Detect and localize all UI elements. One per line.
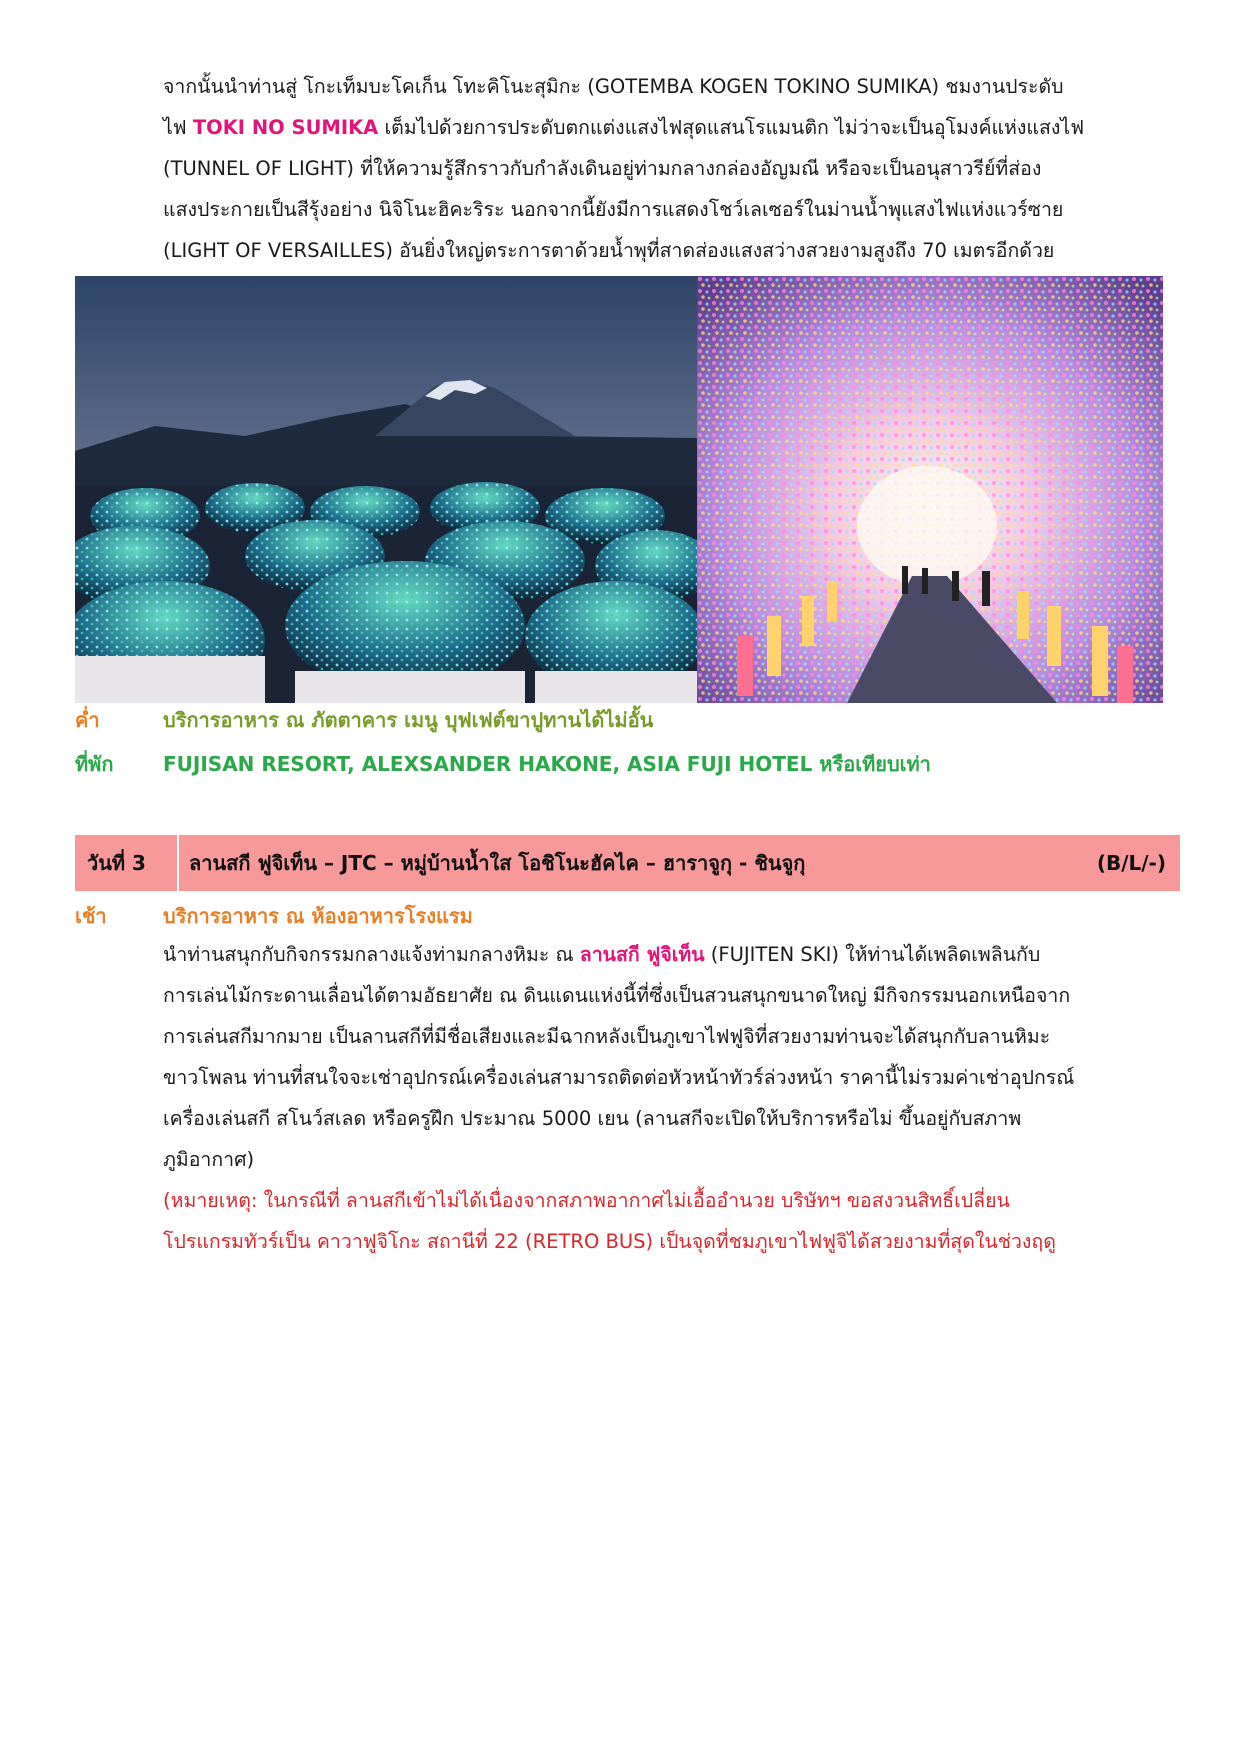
ski-line-5: เครื่องเล่นสกี สโนว์สเลด หรือครูฝึก ประมาณ 5000 เยน (ลานสกีจะเปิดให้บริการหรือไม่ ขึ้นอยู่กับสภาพ (163, 1107, 1022, 1130)
hotel-label: ที่พัก (75, 752, 114, 776)
breakfast-text: บริการอาหาร ณ ห้องอาหารโรงแรม (163, 904, 473, 928)
ski-line-3: การเล่นสกีมากมาย เป็นลานสกีที่มีชื่อเสียงและมีฉากหลังเป็นภูเขาไฟฟูจิที่สวยงามท่านจะได้สนุกกับลานหิมะ (163, 1025, 1051, 1048)
fujiten-ski-highlight: ลานสกี ฟูจิเท็น (579, 943, 705, 966)
ski-line-1 (163, 934, 1168, 975)
intro-line-2-prefix: ไฟ (163, 116, 193, 139)
hotel-names: FUJISAN RESORT, ALEXSANDER HAKONE, ASIA FUJI HOTEL (163, 752, 813, 776)
dinner-label: ค่ำ (75, 708, 100, 732)
intro-line-2-suffix: เต็มไปด้วยการประดับตกแต่งแสงไฟสุดแสนโรแมนติก ไม่ว่าจะเป็นอุโมงค์แห่งแสงไฟ (378, 116, 1085, 139)
tunnel-of-light-photo (697, 276, 1163, 703)
fujiten-ski-paragraph (163, 934, 1168, 1180)
intro-line-5: (LIGHT OF VERSAILLES) อันยิ่งใหญ่ตระการตาด้วยน้ำพุที่สาดส่องแสงสว่างสวยงามสูงถึง 70 เมตรอีกด้วย (163, 239, 1055, 262)
intro-line-1: จากนั้นนำท่านสู่ โกะเท็มบะโคเก็น โทะคิโนะสุมิกะ (GOTEMBA KOGEN TOKINO SUMIKA) ชมงานประดับ (163, 75, 1064, 98)
breakfast-label: เช้า (75, 904, 107, 928)
toki-no-sumika-highlight: TOKI NO SUMIKA (192, 116, 379, 139)
intro-line-4: แสงประกายเป็นสีรุ้งอย่าง นิจิโนะฮิคะริระ นอกจากนี้ยังมีการแสดงโชว์เลเซอร์ในม่านน้ำพุแสงไฟแห่งแวร์ซาย (163, 198, 1064, 221)
hotel-text-group (163, 748, 931, 780)
intro-line-2 (163, 107, 1168, 148)
day-3-title: ลานสกี ฟูจิเท็น – JTC – หมู่บ้านน้ำใส โอชิโนะฮัคไค – ฮาราจูกุ - ชินจูกุ (189, 851, 806, 875)
ski-line-1-suffix: (FUJITEN SKI) ให้ท่านได้เพลิดเพลินกับ (704, 943, 1041, 966)
intro-line-3: (TUNNEL OF LIGHT) ที่ให้ความรู้สึกราวกับกำลังเดินอยู่ท่ามกลางกล่องอัญมณี หรือจะเป็นอนุสาวรีย์ที่ส่อง (163, 157, 1042, 180)
note-paragraph (163, 1180, 1168, 1262)
ski-line-4: ขาวโพลน ท่านที่สนใจจะเช่าอุปกรณ์เครื่องเล่นสามารถติดต่อหัวหน้าทัวร์ล่วงหน้า ราคานี้ไม่รวมค่าเช่าอุปกรณ์ (163, 1066, 1075, 1089)
day-3-meals: (B/L/-) (1096, 851, 1166, 875)
illuminated-domes-photo (75, 276, 697, 703)
day-3-label: วันที่ 3 (87, 851, 146, 875)
dinner-text: บริการอาหาร ณ ภัตตาคาร เมนู บุฟเฟต์ขาปูทานได้ไม่อั้น (163, 708, 654, 732)
intro-paragraph (163, 66, 1168, 271)
note-line-2: โปรแกรมทัวร์เป็น คาวาฟูจิโกะ สถานีที่ 22 (RETRO BUS) เป็นจุดที่ชมภูเขาไฟฟูจิได้สวยงามที่สุดในช่วงฤดู (163, 1230, 1056, 1253)
ski-line-6: ภูมิอากาศ) (163, 1148, 255, 1171)
note-line-1: (หมายเหตุ: ในกรณีที่ ลานสกีเข้าไม่ได้เนื่องจากสภาพอากาศไม่เอื้ออำนวย บริษัทฯ ขอสงวนสิทธิ์เปลี่ยน (163, 1189, 1010, 1212)
day-3-header-bar (75, 835, 1180, 891)
ski-line-2: การเล่นไม้กระดานเลื่อนได้ตามอัธยาศัย ณ ดินแดนแห่งนี้ที่ซึ่งเป็นสวนสนุกขนาดใหญ่ มีกิจกรรมนอกเหนือจาก (163, 984, 1071, 1007)
ski-line-1-prefix: นำท่านสนุกกับกิจกรรมกลางแจ้งท่ามกลางหิมะ ณ (163, 943, 580, 966)
day-bar-divider (177, 835, 179, 891)
hotel-suffix: หรือเทียบเท่า (812, 752, 931, 776)
